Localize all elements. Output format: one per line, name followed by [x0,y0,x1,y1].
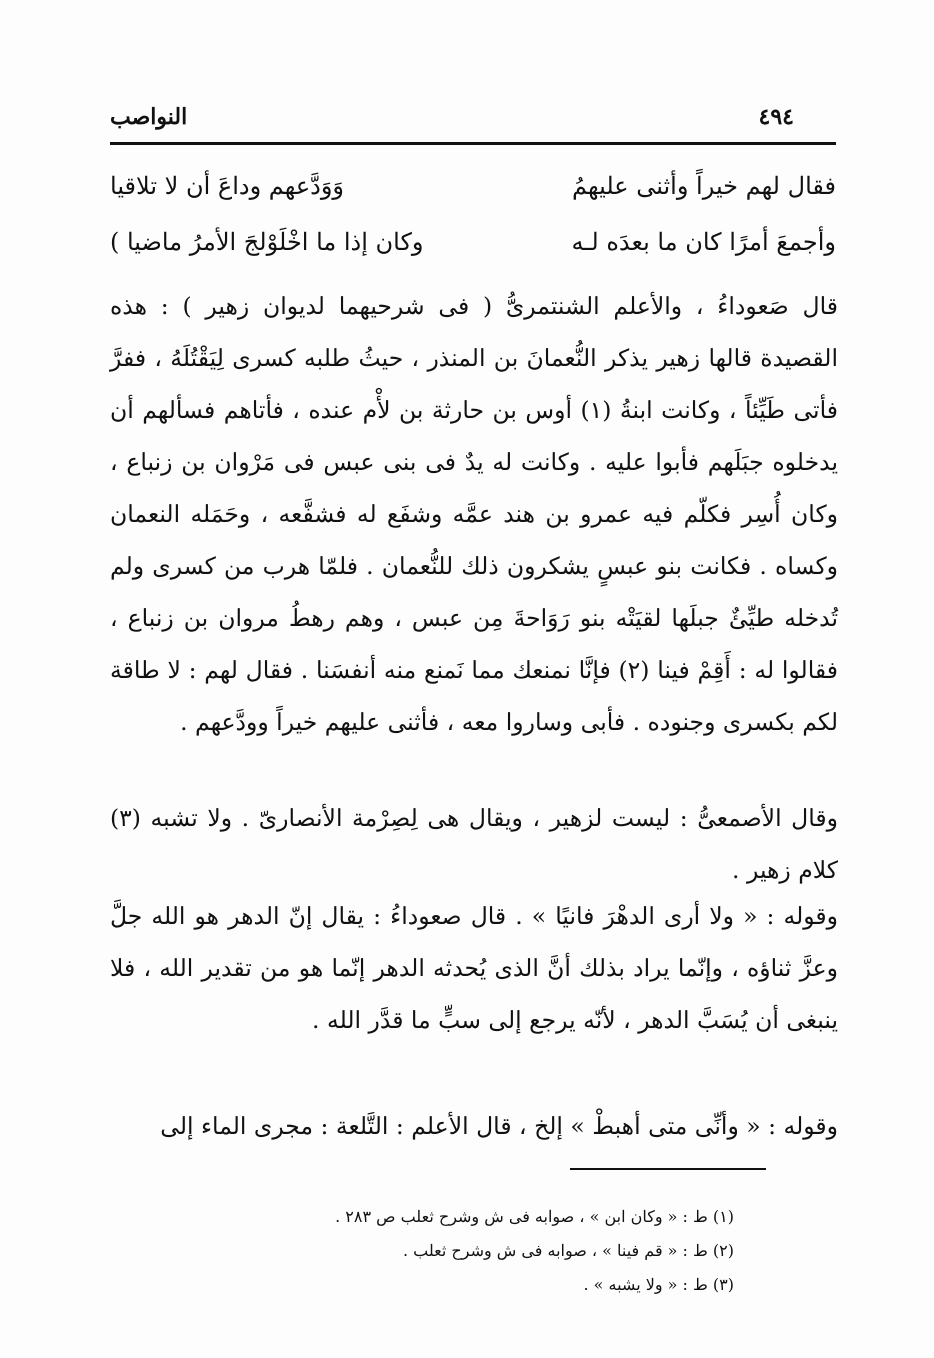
verse-hemistich-first: وأجمعَ أمرًا كان ما بعدَه لـه [571,228,836,256]
verse-hemistich-first: فقال لهم خيراً وأثنى عليهمُ [572,172,836,200]
footnote-rule [570,1168,766,1170]
commentary-paragraph: وقوله : « وأنِّى متى أهبطْ » إلخ ، قال الأعلم : التَّلعة : مجرى الماء إلى [160,1112,838,1140]
page-number: ٤٩٤ [758,104,794,130]
running-title: النواصب [110,104,188,130]
footnote: (٢) ط : « قم فينا » ، صوابه فى ش وشرح ثعلب . [402,1241,734,1260]
verse-line [110,172,836,200]
verse-hemistich-second: وَوَدَّعهم وداعَ أن لا تلاقيا [110,172,345,200]
footnote: (٣) ط : « ولا يشبه » . [583,1275,734,1294]
verse-hemistich-second: وكان إذا ما اخْلَوْلجَ الأمرُ ماضيا ) [110,228,424,256]
footnote: (١) ط : « وكان ابن » ، صوابه فى ش وشرح ثعلب ص ٢٨٣ . [335,1207,734,1226]
footnotes [174,1200,734,1302]
verse-line [110,228,836,256]
commentary-paragraph: قال صَعوداءُ ، والأعلم الشنتمرىُّ ( فى شرحيهما لديوان زهير ) : هذه القصيدة قالها زهير يذكر النُّعمانَ بن المنذر ، حيثُ طلبه كسرى لِيَقْتُلَهُ ، ففرَّ فأتى طَيِّئاً ، وكانت ابنةُ (١) أوس بن حارثة بن لأْم عنده ، فأتاهم فسألهم أن يدخلوه جبَلَهم فأبوا عليه . وكانت له يدٌ فى بنى عبس فى مَرْوان بن زنباع ، وكان أُسِر فكلّم فيه عمرو بن هند عمَّه وشفَع له فشفَّعه ، وحَمَله النعمان وكساه . فكانت بنو عبسٍ يشكرون ذلك للنُّعمان . فلمّا هرب من كسرى ولم تُدخله طيِّئٌ جبلَها لقيَتْه بنو رَوَاحةَ مِن عبس ، وهم رهطُ مروان بن زنباع ، فقالوا له : أَقِمْ فينا (٢) فإنَّا نمنعك مما نَمنع منه أنفسَنا . فقال لهم : لا طاقة لكم بكسرى وجنوده . فأبى وساروا معه ، فأثنى عليهم خيراً وودَّعهم . [110,292,839,736]
commentary-paragraph: وقوله : « ولا أرى الدهْرَ فانيًا » . قال صعوداءُ : يقال إنّ الدهر هو الله جلَّ وعزَّ ثناؤه ، وإنّما يراد بذلك أنَّ الذى يُحدثه الدهر إنّما هو من تقدير الله ، فلا ينبغى أن يُسَبَّ الدهر ، لأنّه يرجع إلى سبٍّ ما قدَّر الله . [110,902,838,1034]
header-rule [110,142,836,145]
commentary-paragraph: وقال الأصمعىُّ : ليست لزهير ، ويقال هى لِصِرْمة الأنصارىّ . ولا تشبه (٣) كلام زهير . [110,804,838,884]
